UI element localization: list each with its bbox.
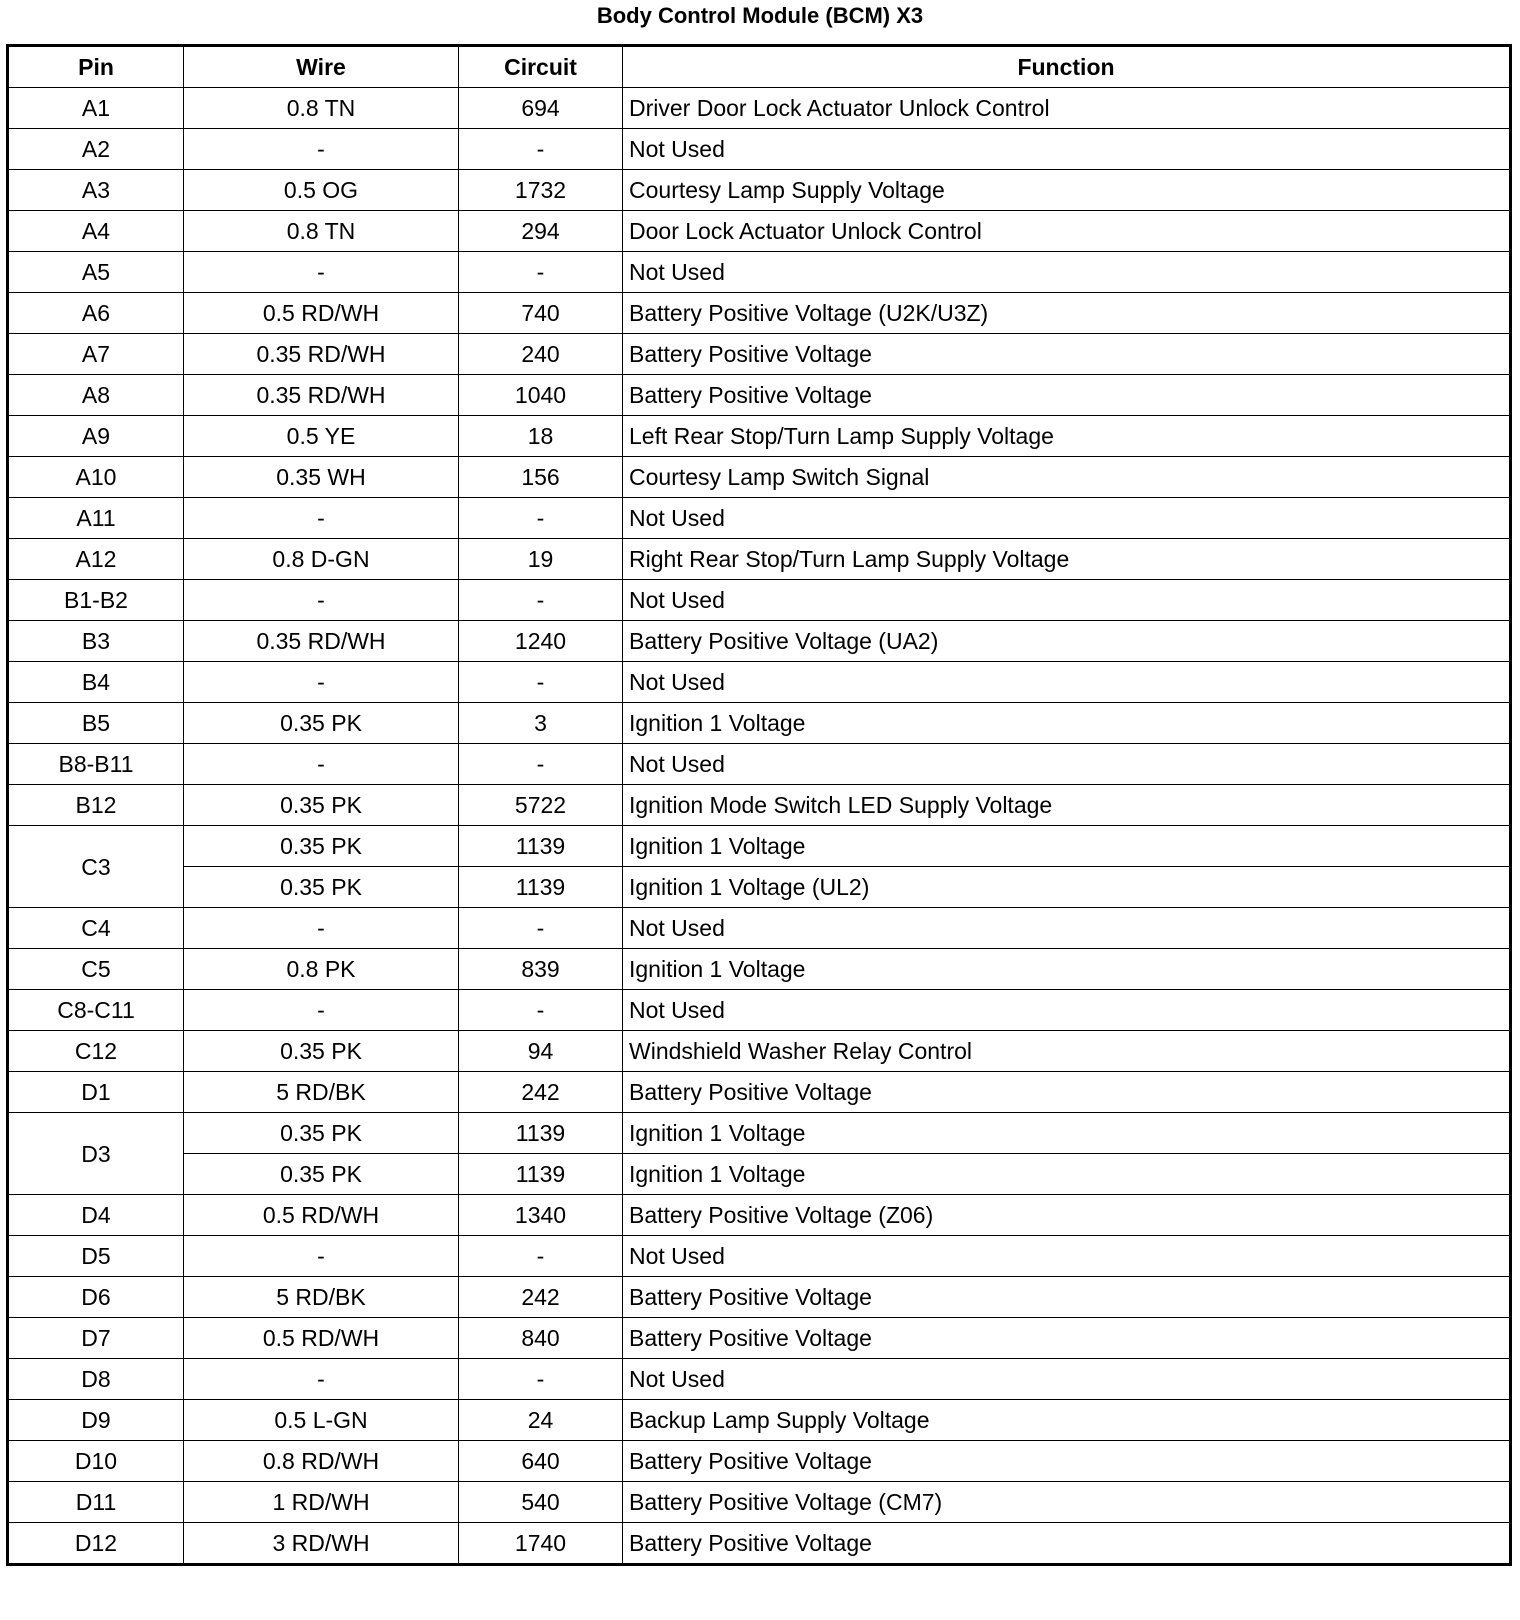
wire-cell: 0.35 PK xyxy=(184,867,459,908)
wire-cell: - xyxy=(184,580,459,621)
function-cell: Not Used xyxy=(623,129,1511,170)
table-row xyxy=(8,826,1511,867)
pin-cell: A10 xyxy=(8,457,184,498)
table-header-row xyxy=(8,46,1511,88)
header-wire: Wire xyxy=(184,46,459,88)
function-cell: Battery Positive Voltage xyxy=(623,334,1511,375)
function-cell: Not Used xyxy=(623,908,1511,949)
circuit-cell: - xyxy=(459,662,623,703)
wire-cell: 0.35 PK xyxy=(184,1113,459,1154)
table-row xyxy=(8,1195,1511,1236)
table-row xyxy=(8,1441,1511,1482)
pin-cell: B4 xyxy=(8,662,184,703)
wire-cell: - xyxy=(184,1359,459,1400)
circuit-cell: 242 xyxy=(459,1277,623,1318)
pin-cell: D6 xyxy=(8,1277,184,1318)
function-cell: Battery Positive Voltage (CM7) xyxy=(623,1482,1511,1523)
pin-cell: B3 xyxy=(8,621,184,662)
circuit-cell: 540 xyxy=(459,1482,623,1523)
table-row xyxy=(8,252,1511,293)
circuit-cell: - xyxy=(459,990,623,1031)
function-cell: Battery Positive Voltage (UA2) xyxy=(623,621,1511,662)
wire-cell: 0.35 PK xyxy=(184,703,459,744)
function-cell: Not Used xyxy=(623,990,1511,1031)
function-cell: Ignition 1 Voltage xyxy=(623,703,1511,744)
wire-cell: 5 RD/BK xyxy=(184,1277,459,1318)
table-row xyxy=(8,1400,1511,1441)
circuit-cell: - xyxy=(459,908,623,949)
wire-cell: 0.35 PK xyxy=(184,1154,459,1195)
table-row xyxy=(8,170,1511,211)
table-row xyxy=(8,867,1511,908)
function-cell: Not Used xyxy=(623,744,1511,785)
circuit-cell: - xyxy=(459,744,623,785)
wire-cell: 0.5 YE xyxy=(184,416,459,457)
pin-cell: B5 xyxy=(8,703,184,744)
wire-cell: 0.35 RD/WH xyxy=(184,375,459,416)
table-row xyxy=(8,457,1511,498)
wire-cell: 0.5 RD/WH xyxy=(184,1318,459,1359)
circuit-cell: 242 xyxy=(459,1072,623,1113)
pin-cell: A6 xyxy=(8,293,184,334)
table-row xyxy=(8,1236,1511,1277)
wire-cell: 0.5 OG xyxy=(184,170,459,211)
table-row xyxy=(8,1072,1511,1113)
wire-cell: - xyxy=(184,990,459,1031)
pin-cell: D3 xyxy=(8,1113,184,1195)
circuit-cell: 1139 xyxy=(459,1154,623,1195)
pin-cell: D5 xyxy=(8,1236,184,1277)
table-row xyxy=(8,1154,1511,1195)
function-cell: Driver Door Lock Actuator Unlock Control xyxy=(623,88,1511,129)
table-row xyxy=(8,129,1511,170)
table-row xyxy=(8,334,1511,375)
function-cell: Battery Positive Voltage xyxy=(623,1441,1511,1482)
table-row xyxy=(8,621,1511,662)
wire-cell: 0.8 D-GN xyxy=(184,539,459,580)
pin-cell: A12 xyxy=(8,539,184,580)
header-circuit: Circuit xyxy=(459,46,623,88)
circuit-cell: 1139 xyxy=(459,1113,623,1154)
circuit-cell: 640 xyxy=(459,1441,623,1482)
function-cell: Door Lock Actuator Unlock Control xyxy=(623,211,1511,252)
circuit-cell: 1732 xyxy=(459,170,623,211)
circuit-cell: 740 xyxy=(459,293,623,334)
wire-cell: 0.35 PK xyxy=(184,1031,459,1072)
function-cell: Battery Positive Voltage xyxy=(623,1523,1511,1565)
header-pin: Pin xyxy=(8,46,184,88)
circuit-cell: - xyxy=(459,129,623,170)
circuit-cell: 24 xyxy=(459,1400,623,1441)
pin-cell: C3 xyxy=(8,826,184,908)
pin-cell: A5 xyxy=(8,252,184,293)
pin-cell: A1 xyxy=(8,88,184,129)
circuit-cell: 240 xyxy=(459,334,623,375)
circuit-cell: 18 xyxy=(459,416,623,457)
wire-cell: 0.8 PK xyxy=(184,949,459,990)
circuit-cell: - xyxy=(459,252,623,293)
function-cell: Ignition Mode Switch LED Supply Voltage xyxy=(623,785,1511,826)
table-row xyxy=(8,1031,1511,1072)
table-row xyxy=(8,539,1511,580)
table-row xyxy=(8,416,1511,457)
pin-cell: C12 xyxy=(8,1031,184,1072)
function-cell: Battery Positive Voltage xyxy=(623,1318,1511,1359)
function-cell: Ignition 1 Voltage (UL2) xyxy=(623,867,1511,908)
pin-cell: D10 xyxy=(8,1441,184,1482)
table-row xyxy=(8,1318,1511,1359)
pin-cell: B1-B2 xyxy=(8,580,184,621)
circuit-cell: 5722 xyxy=(459,785,623,826)
pin-cell: C5 xyxy=(8,949,184,990)
pin-cell: A7 xyxy=(8,334,184,375)
circuit-cell: 19 xyxy=(459,539,623,580)
function-cell: Not Used xyxy=(623,580,1511,621)
wire-cell: - xyxy=(184,252,459,293)
function-cell: Battery Positive Voltage xyxy=(623,375,1511,416)
pin-cell: D4 xyxy=(8,1195,184,1236)
circuit-cell: 294 xyxy=(459,211,623,252)
function-cell: Right Rear Stop/Turn Lamp Supply Voltage xyxy=(623,539,1511,580)
table-row xyxy=(8,662,1511,703)
circuit-cell: 1040 xyxy=(459,375,623,416)
wire-cell: - xyxy=(184,908,459,949)
pin-cell: D9 xyxy=(8,1400,184,1441)
pin-cell: A11 xyxy=(8,498,184,539)
table-row xyxy=(8,580,1511,621)
header-function: Function xyxy=(623,46,1511,88)
pin-cell: D12 xyxy=(8,1523,184,1565)
circuit-cell: - xyxy=(459,498,623,539)
wire-cell: 0.35 RD/WH xyxy=(184,621,459,662)
table-row xyxy=(8,703,1511,744)
pin-cell: C4 xyxy=(8,908,184,949)
wire-cell: 0.35 RD/WH xyxy=(184,334,459,375)
wire-cell: 0.8 RD/WH xyxy=(184,1441,459,1482)
pin-cell: A8 xyxy=(8,375,184,416)
function-cell: Battery Positive Voltage xyxy=(623,1277,1511,1318)
circuit-cell: 1139 xyxy=(459,867,623,908)
table-row xyxy=(8,949,1511,990)
pin-cell: B12 xyxy=(8,785,184,826)
circuit-cell: 840 xyxy=(459,1318,623,1359)
table-row xyxy=(8,211,1511,252)
wire-cell: 3 RD/WH xyxy=(184,1523,459,1565)
pin-table xyxy=(6,44,1512,1566)
circuit-cell: 1139 xyxy=(459,826,623,867)
circuit-cell: 839 xyxy=(459,949,623,990)
pin-cell: A4 xyxy=(8,211,184,252)
function-cell: Not Used xyxy=(623,1236,1511,1277)
table-row xyxy=(8,1113,1511,1154)
pin-cell: B8-B11 xyxy=(8,744,184,785)
page-title: Body Control Module (BCM) X3 xyxy=(596,3,924,28)
wire-cell: 0.35 PK xyxy=(184,785,459,826)
wire-cell: 1 RD/WH xyxy=(184,1482,459,1523)
wire-cell: - xyxy=(184,744,459,785)
table-row xyxy=(8,744,1511,785)
wire-cell: - xyxy=(184,129,459,170)
circuit-cell: 1740 xyxy=(459,1523,623,1565)
wire-cell: 0.35 PK xyxy=(184,826,459,867)
wire-cell: 0.5 RD/WH xyxy=(184,293,459,334)
circuit-cell: 94 xyxy=(459,1031,623,1072)
wire-cell: - xyxy=(184,498,459,539)
function-cell: Battery Positive Voltage (U2K/U3Z) xyxy=(623,293,1511,334)
function-cell: Courtesy Lamp Supply Voltage xyxy=(623,170,1511,211)
function-cell: Windshield Washer Relay Control xyxy=(623,1031,1511,1072)
function-cell: Not Used xyxy=(623,498,1511,539)
table-row xyxy=(8,1277,1511,1318)
function-cell: Ignition 1 Voltage xyxy=(623,1154,1511,1195)
table-row xyxy=(8,88,1511,129)
wire-cell: 5 RD/BK xyxy=(184,1072,459,1113)
wire-cell: - xyxy=(184,662,459,703)
circuit-cell: - xyxy=(459,1236,623,1277)
circuit-cell: 156 xyxy=(459,457,623,498)
pin-cell: A2 xyxy=(8,129,184,170)
pin-cell: A3 xyxy=(8,170,184,211)
wire-cell: 0.5 RD/WH xyxy=(184,1195,459,1236)
table-row xyxy=(8,375,1511,416)
function-cell: Backup Lamp Supply Voltage xyxy=(623,1400,1511,1441)
wire-cell: - xyxy=(184,1236,459,1277)
table-row xyxy=(8,990,1511,1031)
pin-cell: D11 xyxy=(8,1482,184,1523)
table-row xyxy=(8,785,1511,826)
function-cell: Left Rear Stop/Turn Lamp Supply Voltage xyxy=(623,416,1511,457)
wire-cell: 0.35 WH xyxy=(184,457,459,498)
table-row xyxy=(8,293,1511,334)
function-cell: Battery Positive Voltage xyxy=(623,1072,1511,1113)
wire-cell: 0.8 TN xyxy=(184,211,459,252)
pin-cell: D1 xyxy=(8,1072,184,1113)
function-cell: Battery Positive Voltage (Z06) xyxy=(623,1195,1511,1236)
function-cell: Not Used xyxy=(623,662,1511,703)
pin-cell: A9 xyxy=(8,416,184,457)
table-row xyxy=(8,1523,1511,1565)
function-cell: Not Used xyxy=(623,252,1511,293)
function-cell: Ignition 1 Voltage xyxy=(623,949,1511,990)
circuit-cell: 694 xyxy=(459,88,623,129)
pin-cell: D8 xyxy=(8,1359,184,1400)
table-row xyxy=(8,1359,1511,1400)
table-row xyxy=(8,1482,1511,1523)
pin-cell: D7 xyxy=(8,1318,184,1359)
function-cell: Courtesy Lamp Switch Signal xyxy=(623,457,1511,498)
circuit-cell: 1340 xyxy=(459,1195,623,1236)
pin-cell: C8-C11 xyxy=(8,990,184,1031)
function-cell: Ignition 1 Voltage xyxy=(623,826,1511,867)
function-cell: Not Used xyxy=(623,1359,1511,1400)
table-row xyxy=(8,498,1511,539)
wire-cell: 0.5 L-GN xyxy=(184,1400,459,1441)
wire-cell: 0.8 TN xyxy=(184,88,459,129)
circuit-cell: 1240 xyxy=(459,621,623,662)
circuit-cell: - xyxy=(459,1359,623,1400)
table-row xyxy=(8,908,1511,949)
circuit-cell: - xyxy=(459,580,623,621)
circuit-cell: 3 xyxy=(459,703,623,744)
function-cell: Ignition 1 Voltage xyxy=(623,1113,1511,1154)
